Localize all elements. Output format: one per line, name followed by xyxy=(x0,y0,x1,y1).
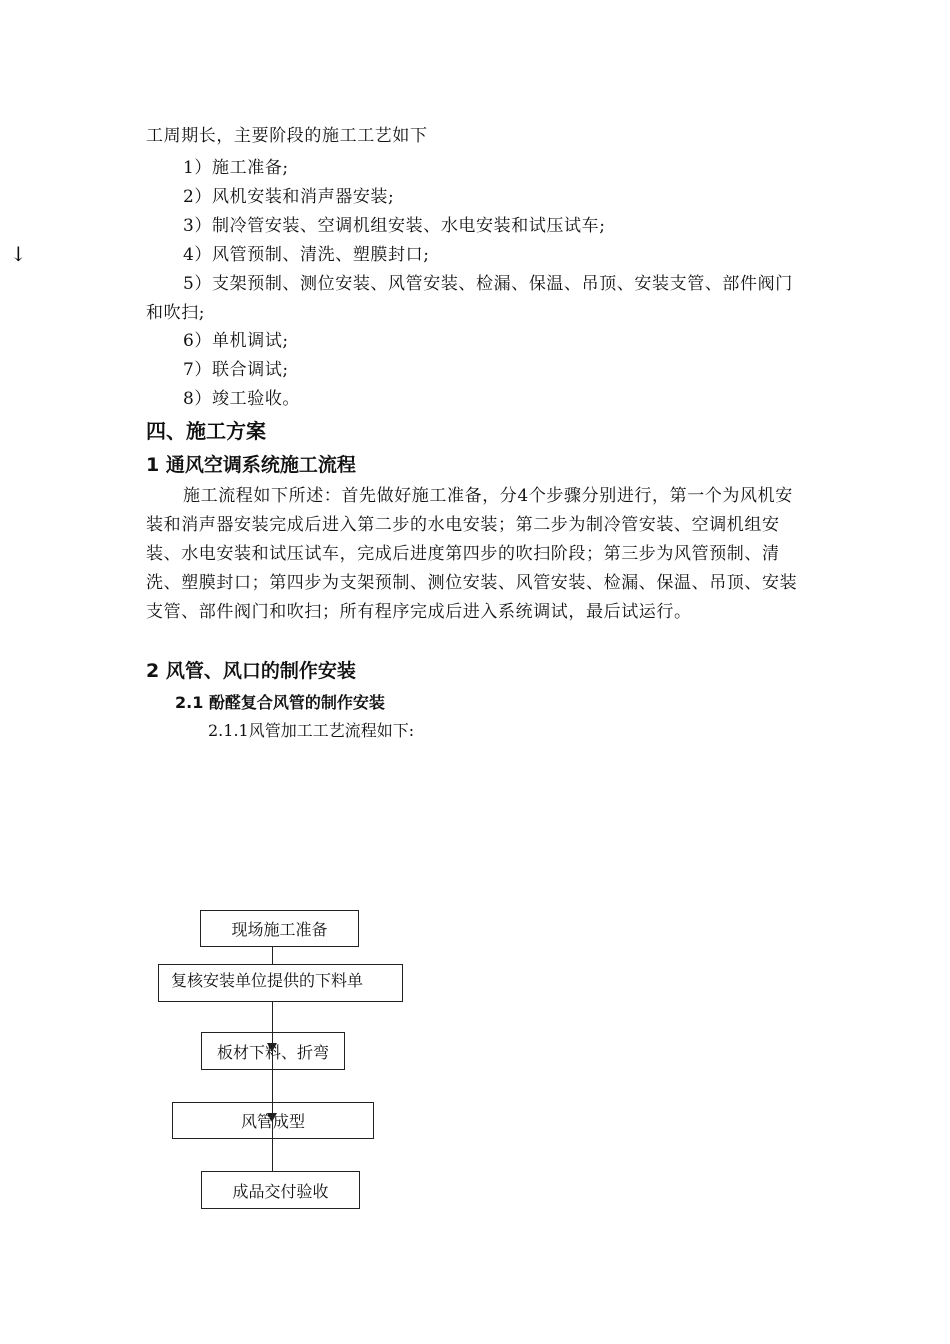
flow-step-2: 复核安装单位提供的下料单 xyxy=(158,964,403,1002)
stage-item-6: 6）单机调试; xyxy=(183,331,289,351)
stage-item-5: 5）支架预制、测位安装、风管安装、检漏、保温、吊顶、安装支管、部件阀门和吹扫; xyxy=(146,274,793,323)
heading-2: 2 风管、风口的制作安装 xyxy=(146,660,356,682)
stage-item-7: 7）联合调试; xyxy=(183,360,289,380)
stage-item-1: 1）施工准备; xyxy=(183,158,289,178)
flow-step-1: 现场施工准备 xyxy=(200,910,359,947)
heading-2-1-1: 2.1.1风管加工工艺流程如下: xyxy=(208,721,415,740)
heading-2-1: 2.1 酚醛复合风管的制作安装 xyxy=(175,693,385,712)
intro-line: 工周期长，主要阶段的施工工艺如下 xyxy=(146,126,428,146)
flow-step-4: 风管成型 xyxy=(172,1102,374,1139)
stage-item-3: 3）制冷管安装、空调机组安装、水电安装和试压试车; xyxy=(183,216,606,236)
stage-item-4: 4）风管预制、清洗、塑膜封口; xyxy=(183,245,430,265)
margin-arrow-icon: ↓ xyxy=(10,242,27,266)
section-four-heading: 四、施工方案 xyxy=(146,419,266,443)
process-paragraph: 施工流程如下所述：首先做好施工准备，分4个步骤分别进行，第一个为风机安装和消声器安装完成后进入第二步的水电安装；第二步为制冷管安装、空调机组安装、水电安装和试压试车，完成后进度第四步的吹扫阶段；第三步为风管预制、清洗、塑膜封口；第四步为支架预制、测位安装、风管安装、检漏、保温、吊顶、安装支管、部件阀门和吹扫；所有程序完成后进入系统调试，最后试运行。 xyxy=(146,486,798,622)
stage-item-8: 8）竣工验收。 xyxy=(183,389,301,409)
flow-step-3: 板材下料、折弯 xyxy=(201,1032,345,1070)
heading-1: 1 通风空调系统施工流程 xyxy=(146,454,356,476)
flow-step-5: 成品交付验收 xyxy=(201,1171,360,1209)
stage-item-2: 2）风机安装和消声器安装; xyxy=(183,187,395,207)
